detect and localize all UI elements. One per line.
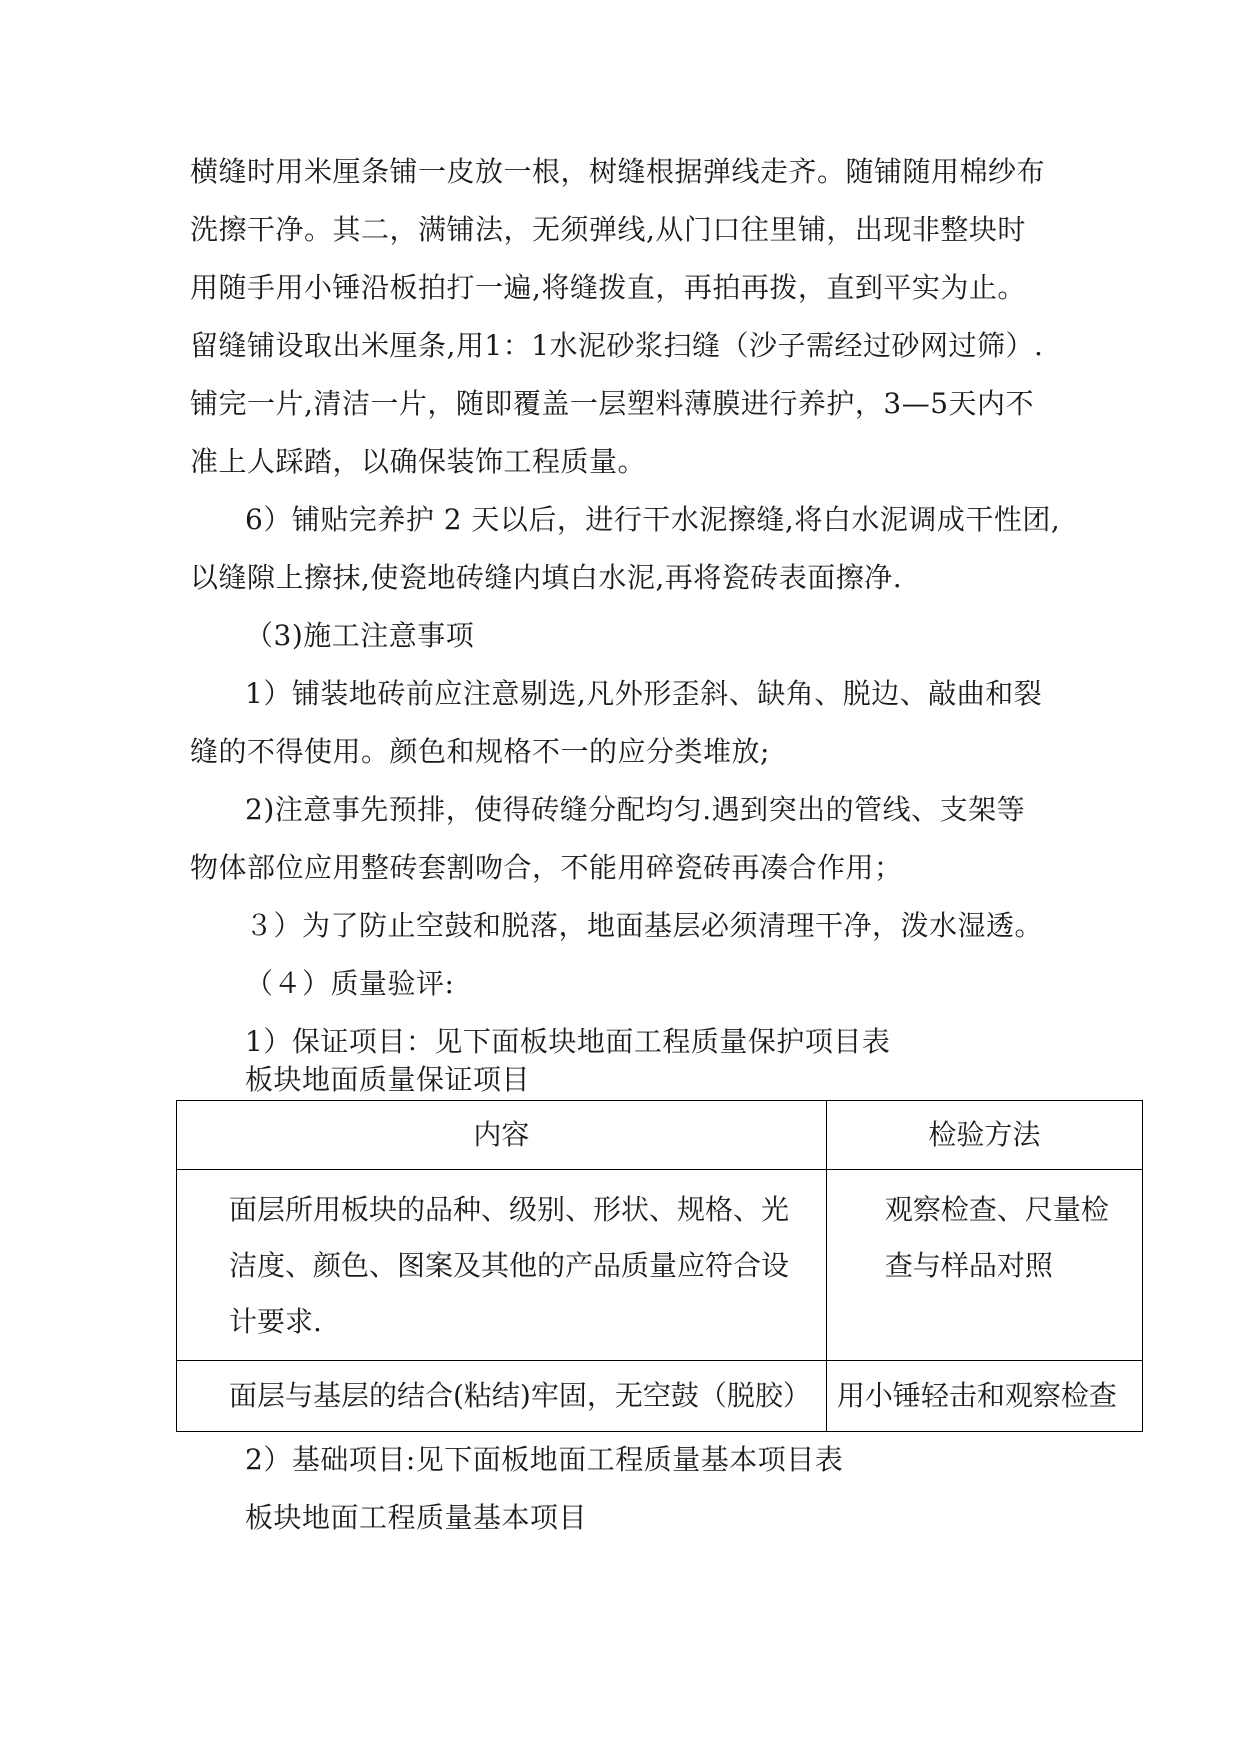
paragraph-line: 2）基础项目:见下面板地面工程质量基本项目表 — [245, 1443, 844, 1476]
section-heading: （４）质量验评: — [245, 967, 455, 1000]
table-cell-content: 面层与基层的结合(粘结)牢固，无空鼓（脱胶） — [229, 1379, 811, 1412]
paragraph-line: 缝的不得使用。颜色和规格不一的应分类堆放; — [190, 735, 770, 768]
paragraph-line: 物体部位应用整砖套割吻合，不能用碎瓷砖再凑合作用； — [190, 851, 903, 884]
table-caption: 板块地面质量保证项目 — [245, 1063, 531, 1096]
quality-table — [176, 1100, 1143, 1432]
paragraph-line: 洗擦干净。其二，满铺法，无须弹线,从门口往里铺，出现非整块时 — [190, 213, 1026, 246]
paragraph-line: 横缝时用米厘条铺一皮放一根，树缝根据弹线走齐。随铺随用棉纱布 — [190, 155, 1046, 188]
paragraph-line: 留缝铺设取出米厘条,用1：1水泥砂浆扫缝（沙子需经过砂网过筛）. — [190, 329, 1044, 362]
table-cell-method: 用小锤轻击和观察检查 — [836, 1379, 1117, 1412]
table-header-row — [177, 1101, 1143, 1170]
paragraph-line: 铺完一片,清洁一片，随即覆盖一层塑料薄膜进行养护，3—5天内不 — [190, 387, 1035, 420]
paragraph-line: 1）铺装地砖前应注意剔选,凡外形歪斜、缺角、脱边、敲曲和裂 — [245, 677, 1043, 710]
table-header-content: 内容 — [177, 1101, 827, 1170]
table-row — [177, 1361, 1143, 1432]
paragraph-line: 1）保证项目：见下面板块地面工程质量保护项目表 — [245, 1025, 891, 1058]
section-heading: （3)施工注意事项 — [245, 619, 475, 652]
paragraph-line: 2)注意事先预排，使得砖缝分配均匀.遇到突出的管线、支架等 — [245, 793, 1026, 826]
paragraph-line: 6）铺贴完养护 2 天以后，进行干水泥擦缝,将白水泥调成干性团, — [245, 503, 1061, 536]
table-caption: 板块地面工程质量基本项目 — [245, 1501, 588, 1534]
table-row — [177, 1170, 1143, 1361]
paragraph-line: 用随手用小锤沿板拍打一遍,将缝拨直，再拍再拨，直到平实为止。 — [190, 271, 1026, 304]
table-cell-method: 观察检查、尺量检查与样品对照 — [884, 1193, 1109, 1282]
paragraph-line: ３）为了防止空鼓和脱落，地面基层必须清理干净，泼水湿透。 — [245, 909, 1044, 942]
paragraph-line: 以缝隙上擦抹,使瓷地砖缝内填白水泥,再将瓷砖表面擦净. — [190, 561, 903, 594]
paragraph-line: 准上人踩踏，以确保装饰工程质量。 — [190, 445, 647, 478]
table-cell-content: 面层所用板块的品种、级别、形状、规格、光洁度、颜色、图案及其他的产品质量应符合设计要求. — [229, 1193, 790, 1338]
table-header-method: 检验方法 — [826, 1101, 1142, 1170]
